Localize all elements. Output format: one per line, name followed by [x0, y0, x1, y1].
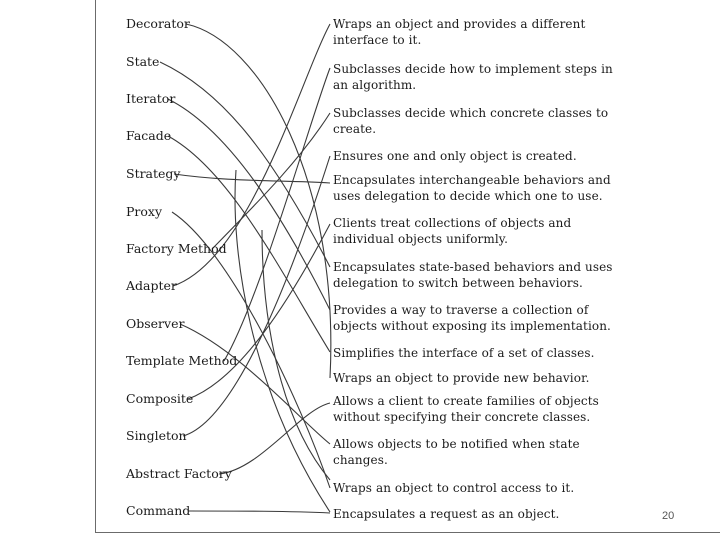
match-line-11: [183, 156, 330, 436]
pattern-state: State: [126, 54, 160, 69]
pattern-iterator: Iterator: [126, 91, 176, 106]
description-3: [333, 148, 577, 164]
match-line-15: [262, 230, 330, 480]
description-line: changes.: [333, 453, 388, 467]
description-8: [333, 345, 595, 361]
description-line: individual objects uniformly.: [333, 232, 508, 246]
description-4: [333, 172, 611, 204]
match-line-1: [160, 62, 330, 267]
description-line: create.: [333, 122, 377, 136]
pattern-decorator: Decorator: [126, 16, 190, 31]
pattern-observer: Observer: [126, 316, 185, 331]
pattern-command: Command: [126, 503, 191, 518]
description-9: [333, 370, 590, 386]
description-line: Subclasses decide how to implement steps in: [333, 62, 613, 76]
description-line: Wraps an object to control access to it.: [333, 481, 575, 495]
description-line: Encapsulates a request as an object.: [333, 507, 560, 521]
description-6: [333, 259, 613, 291]
description-13: [333, 506, 559, 522]
pattern-singleton: Singleton: [126, 428, 187, 443]
description-line: interface to it.: [333, 33, 422, 47]
pattern-template-method: Template Method: [126, 353, 238, 368]
pattern-adapter: Adapter: [126, 278, 177, 293]
description-1: [333, 61, 613, 93]
page-number: 20: [662, 510, 675, 522]
description-2: [333, 105, 608, 137]
description-line: Allows objects to be notified when state: [333, 437, 580, 451]
pattern-abstract-factory: Abstract Factory: [126, 466, 232, 481]
match-line-12: [219, 403, 330, 474]
description-0: [333, 16, 585, 48]
match-line-13: [188, 511, 330, 513]
description-line: Encapsulates state-based behaviors and uses: [333, 260, 613, 274]
description-line: Wraps an object and provides a different: [333, 17, 586, 31]
description-line: an algorithm.: [333, 78, 417, 92]
description-line: Ensures one and only object is created.: [333, 149, 577, 163]
description-line: Provides a way to traverse a collection of: [333, 303, 589, 317]
description-line: Allows a client to create families of objects: [333, 394, 599, 408]
pattern-strategy: Strategy: [126, 166, 181, 181]
description-line: without specifying their concrete classes.: [333, 410, 591, 424]
pattern-composite: Composite: [126, 391, 194, 406]
description-line: Simplifies the interface of a set of classes.: [333, 346, 595, 360]
description-line: objects without exposing its implementation.: [333, 319, 611, 333]
pattern-proxy: Proxy: [126, 204, 163, 219]
description-11: [333, 436, 580, 468]
description-12: [333, 480, 574, 496]
description-line: Clients treat collections of objects and: [333, 216, 572, 230]
description-5: [333, 215, 571, 247]
description-10: [333, 393, 599, 425]
description-line: Subclasses decide which concrete classes to: [333, 106, 609, 120]
description-line: Encapsulates interchangeable behaviors and: [333, 173, 611, 187]
match-line-2: [168, 99, 330, 310]
description-7: [333, 302, 611, 334]
description-line: uses delegation to decide which one to use.: [333, 189, 603, 203]
pattern-factory-method: Factory Method: [126, 241, 227, 256]
description-line: Wraps an object to provide new behavior.: [333, 371, 590, 385]
description-line: delegation to switch between behaviors.: [333, 276, 583, 290]
pattern-facade: Facade: [126, 128, 172, 143]
